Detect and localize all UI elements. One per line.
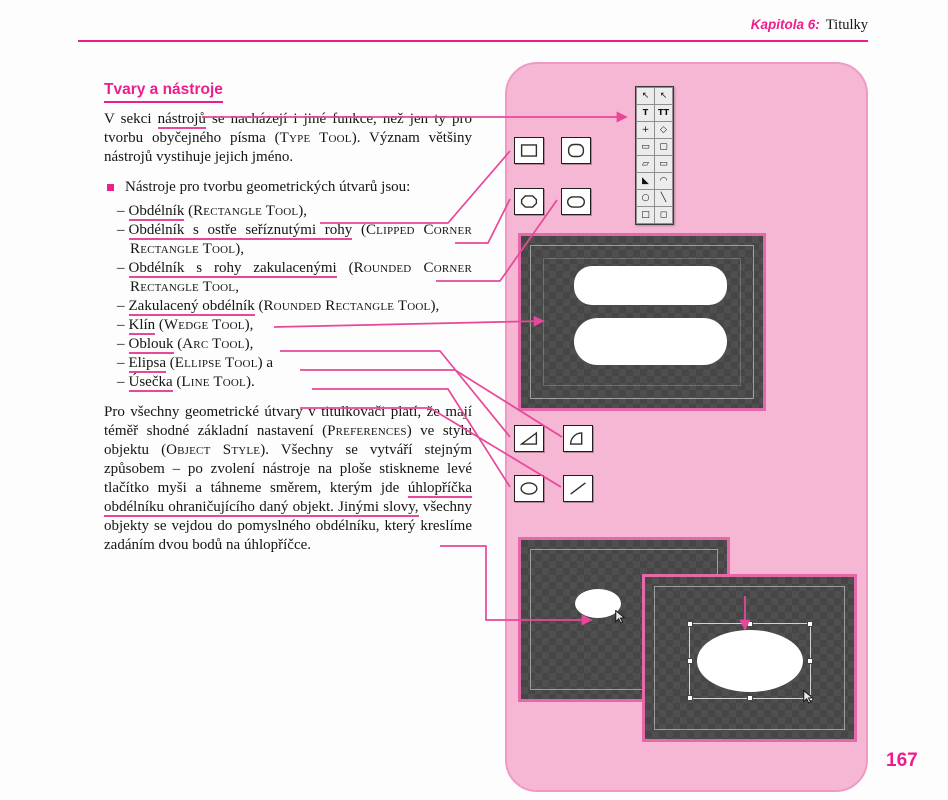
list-item-wedge bbox=[117, 316, 472, 335]
text-column bbox=[104, 80, 472, 566]
palette-rounded-square-icon: ▢ bbox=[655, 139, 672, 155]
palette-ellipse-icon: ○ bbox=[637, 190, 654, 206]
list-dash: – bbox=[117, 355, 125, 371]
underlined-term: Klín bbox=[128, 317, 156, 333]
list-dash: – bbox=[117, 336, 125, 352]
palette-square-icon: □ bbox=[637, 207, 654, 223]
selection-handle bbox=[687, 658, 693, 664]
underlined-term: Obdélník s ostře seříznutými rohy bbox=[128, 222, 353, 238]
header-rule bbox=[78, 40, 868, 42]
palette-type-tool-icon: T bbox=[637, 105, 654, 121]
pink-illustration-panel bbox=[505, 62, 868, 792]
tool-name-smallcaps: Rounded Corner Rectangle Tool bbox=[130, 260, 473, 295]
text-run: V sekci bbox=[104, 111, 158, 127]
list-dash: – bbox=[117, 222, 125, 238]
tool-list bbox=[104, 202, 472, 392]
underlined-term: Elipsa bbox=[128, 355, 166, 371]
text-run: ) ve stylu objektu ( bbox=[104, 423, 473, 458]
arc-tool-button bbox=[563, 425, 593, 452]
tool-name-smallcaps: Preferences bbox=[327, 423, 407, 439]
text-run: ), bbox=[430, 298, 440, 314]
bullet-square-icon bbox=[107, 184, 114, 191]
tool-name-smallcaps: Ellipse Tool bbox=[174, 355, 258, 371]
underlined-term: Oblouk bbox=[128, 336, 174, 352]
text-run: ( bbox=[336, 260, 354, 276]
palette-rectangle-icon: ▭ bbox=[637, 139, 654, 155]
text-run: ), bbox=[298, 203, 308, 219]
palette-node-icon: ◇ bbox=[655, 122, 672, 138]
canvas-screenshot-selected-ellipse bbox=[642, 574, 857, 742]
rectangle-icon bbox=[517, 141, 541, 160]
tool-palette-screenshot bbox=[635, 86, 674, 225]
clipped-corner-tool-button bbox=[514, 188, 544, 215]
selection-handle bbox=[807, 658, 813, 664]
text-run: ( bbox=[173, 336, 183, 352]
tool-name-smallcaps: Line Tool bbox=[181, 374, 246, 390]
tool-name-smallcaps: Wedge Tool bbox=[163, 317, 245, 333]
list-item-arc bbox=[117, 335, 472, 354]
list-dash: – bbox=[117, 374, 125, 390]
tool-name-smallcaps: Rectangle Tool bbox=[193, 203, 299, 219]
underlined-term: nástrojů bbox=[157, 111, 206, 127]
palette-pointer-icon: ↖ bbox=[637, 88, 654, 104]
palette-type-alt-icon: TT bbox=[655, 105, 672, 121]
text-run: všechny objekty se vejdou do pomyslného obdélníku, který kreslíme zadáním dvou bodů na úhlopříčce. bbox=[104, 499, 472, 553]
text-run: ), bbox=[244, 317, 254, 333]
palette-extra-icon: ◻ bbox=[655, 207, 672, 223]
page-number: 167 bbox=[886, 750, 918, 771]
rectangle-tool-button bbox=[514, 137, 544, 164]
list-item-rounded-rectangle bbox=[117, 297, 472, 316]
palette-pointer-alt-icon: ↖ bbox=[655, 88, 672, 104]
list-dash: – bbox=[117, 203, 125, 219]
rounded-rectangle-tool-button bbox=[561, 188, 591, 215]
bullet-text: Nástroje pro tvorbu geometrických útvarů jsou: bbox=[125, 179, 411, 195]
rounded-square-tool-button bbox=[561, 137, 591, 164]
underlined-term: Obdélník s rohy zakulacenými bbox=[128, 260, 337, 276]
text-run: ( bbox=[352, 222, 366, 238]
selection-handle bbox=[747, 695, 753, 701]
mouse-cursor-icon bbox=[614, 610, 628, 624]
text-run: ( bbox=[172, 374, 182, 390]
text-run: ) a bbox=[257, 355, 274, 371]
tool-name-smallcaps: Type Tool bbox=[279, 130, 352, 146]
palette-wedge-icon: ◣ bbox=[637, 173, 654, 189]
text-run: ), bbox=[235, 241, 244, 257]
mouse-cursor-icon bbox=[802, 690, 816, 704]
list-item-clipped-corner bbox=[117, 221, 473, 259]
selection-handle bbox=[687, 695, 693, 701]
page-header bbox=[751, 17, 868, 34]
list-item-ellipse bbox=[117, 354, 472, 373]
text-run: ( bbox=[184, 203, 194, 219]
selection-handle bbox=[807, 621, 813, 627]
palette-arc-icon: ◠ bbox=[655, 173, 672, 189]
ellipse-icon bbox=[517, 479, 541, 498]
rounded-square-icon bbox=[564, 141, 588, 160]
arc-icon bbox=[566, 429, 590, 448]
text-run: Pro všechny geometrické útvary v titulkovači platí, že mají téměř shodné základní nastavení ( bbox=[104, 404, 472, 439]
text-run: ( bbox=[166, 355, 175, 371]
text-run: se nacházejí i jiné funkce, než jen ty pro tvorbu obyčejného písma ( bbox=[104, 111, 472, 146]
section-heading: Tvary a nástroje bbox=[104, 80, 223, 103]
selection-box bbox=[689, 623, 811, 699]
text-run: ( bbox=[155, 317, 164, 333]
list-item-rectangle bbox=[117, 202, 472, 221]
wedge-icon bbox=[517, 429, 541, 448]
canvas-screenshot-shapes bbox=[518, 233, 766, 411]
palette-clipped-corner-icon: ▱ bbox=[637, 156, 654, 172]
text-run: ( bbox=[254, 298, 264, 314]
stadium-shape bbox=[574, 318, 727, 365]
chapter-title: Titulky bbox=[825, 17, 868, 33]
bullet-item bbox=[104, 178, 472, 197]
tool-name-smallcaps: Arc Tool bbox=[182, 336, 245, 352]
list-item-rounded-corner bbox=[117, 259, 473, 297]
line-tool-button bbox=[563, 475, 593, 502]
text-run: ). Význam většiny nástrojů vystihuje jejich jméno. bbox=[104, 130, 472, 165]
selection-handle bbox=[747, 621, 753, 627]
text-run: ). bbox=[245, 374, 255, 390]
text-run: ), bbox=[244, 336, 254, 352]
tool-name-smallcaps: Rounded Rectangle Tool bbox=[263, 298, 431, 314]
paragraph-intro bbox=[104, 110, 472, 167]
clipped-corner-rectangle-icon bbox=[517, 192, 541, 211]
list-dash: – bbox=[117, 260, 125, 276]
wedge-tool-button bbox=[514, 425, 544, 452]
text-run: , bbox=[235, 279, 239, 295]
underlined-phrase: úhlopříčka obdélníku ohraničujícího daný objekt. Jinými slovy, bbox=[104, 480, 472, 515]
chapter-label: Kapitola 6: bbox=[750, 17, 820, 32]
palette-rounded-rectangle-icon: ▭ bbox=[655, 156, 672, 172]
selection-handle bbox=[687, 621, 693, 627]
line-icon bbox=[566, 479, 590, 498]
palette-line-icon: ╲ bbox=[655, 190, 672, 206]
underlined-term: Obdélník bbox=[128, 203, 185, 219]
list-dash: – bbox=[117, 317, 125, 333]
list-item-line bbox=[117, 373, 472, 392]
rounded-rectangle-shape bbox=[574, 266, 727, 305]
text-run: ). Všechny se vytváří stejným způsobem – po zvolení nástroje na ploše stiskneme levé tlačítko myši a táhneme směrem, kterým jde bbox=[104, 442, 472, 496]
tool-name-smallcaps: Clipped Corner Rectangle Tool bbox=[130, 222, 473, 257]
underlined-term: Zakulacený obdélník bbox=[128, 298, 255, 314]
underlined-term: Úsečka bbox=[128, 374, 173, 390]
ellipse-tool-button bbox=[514, 475, 544, 502]
rounded-rectangle-icon bbox=[564, 192, 588, 211]
list-dash: – bbox=[117, 298, 125, 314]
paragraph-drawing bbox=[104, 403, 472, 555]
palette-plus-icon: + bbox=[637, 122, 654, 138]
tool-name-smallcaps: Object Style bbox=[166, 442, 261, 458]
